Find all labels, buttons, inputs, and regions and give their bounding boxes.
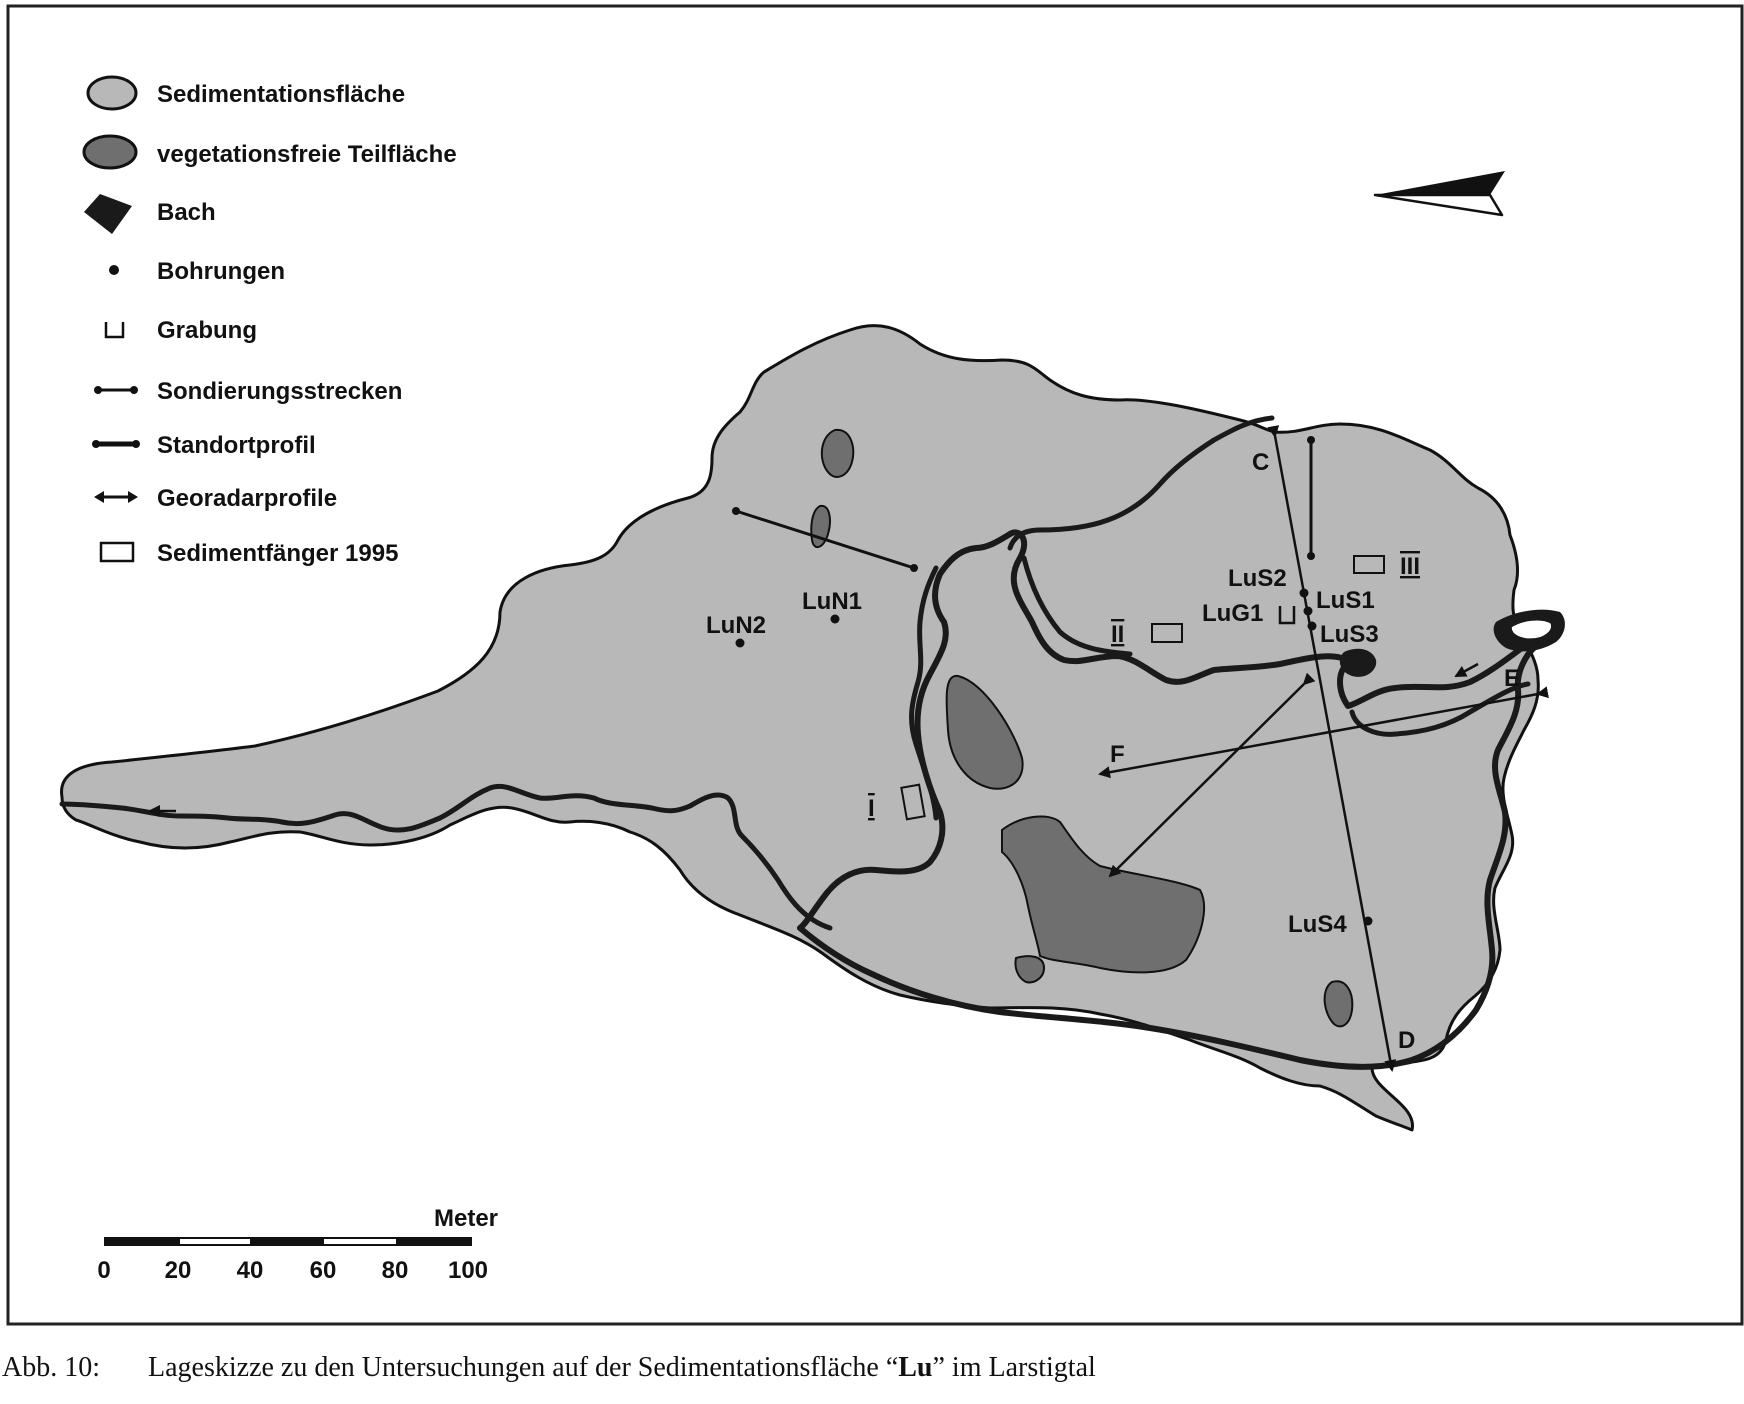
caption-text-before: Lageskizze zu den Untersuchungen auf der Sedimentationsfläche “ xyxy=(148,1352,899,1383)
legend-georadar-label: Georadarprofile xyxy=(157,485,338,512)
legend-sediment-trap-label: Sedimentfänger 1995 xyxy=(157,540,399,567)
legend-sedimentation-label: Sedimentationsfläche xyxy=(157,81,406,108)
scale-bar-unit: Meter xyxy=(434,1205,499,1232)
label-trap-II: II xyxy=(1111,621,1125,648)
drilling-point-LuS2 xyxy=(1300,589,1309,598)
legend-excavation-label: Grabung xyxy=(157,317,257,344)
legend-stream-label: Bach xyxy=(157,199,216,226)
legend-drilling-label: Bohrungen xyxy=(157,258,285,285)
figure-caption xyxy=(2,1352,1096,1383)
label-profile-C: C xyxy=(1252,449,1270,476)
label-profile-F: F xyxy=(1110,741,1125,768)
scale-tick-20: 20 xyxy=(164,1257,192,1284)
drilling-point-LuN1 xyxy=(831,615,840,624)
label-LuG1: LuG1 xyxy=(1202,600,1264,627)
scale-tick-0: 0 xyxy=(97,1257,111,1284)
stream-pool-island xyxy=(1510,619,1553,641)
scale-tick-80: 80 xyxy=(381,1257,409,1284)
legend-drilling-symbol xyxy=(109,265,119,275)
label-LuS1: LuS1 xyxy=(1316,587,1375,614)
label-profile-D: D xyxy=(1398,1027,1416,1054)
drilling-point-LuS3 xyxy=(1308,622,1317,631)
label-LuS2: LuS2 xyxy=(1228,565,1287,592)
label-trap-I: I xyxy=(868,795,875,822)
drilling-point-LuS1 xyxy=(1304,607,1313,616)
legend-vegetation-free-label: vegetationsfreie Teilfläche xyxy=(157,141,457,168)
label-LuN1: LuN1 xyxy=(802,588,862,615)
legend-site-profile-label: Standortprofil xyxy=(157,432,316,459)
scale-tick-100: 100 xyxy=(447,1257,489,1284)
scale-tick-40: 40 xyxy=(236,1257,264,1284)
label-LuS3: LuS3 xyxy=(1320,621,1379,648)
caption-text-after: ” im Larstigtal xyxy=(932,1352,1096,1383)
legend-sedimentation-symbol xyxy=(88,77,136,109)
legend-vegetation-free-symbol xyxy=(84,136,136,168)
caption-prefix: Abb. 10: xyxy=(2,1352,100,1383)
label-LuS4: LuS4 xyxy=(1288,911,1347,938)
caption-text-bold: Lu xyxy=(898,1352,933,1383)
scale-tick-60: 60 xyxy=(309,1257,337,1284)
legend-sounding-label: Sondierungsstrecken xyxy=(157,378,403,405)
drilling-point-LuN2 xyxy=(736,639,745,648)
label-profile-E: E xyxy=(1504,665,1521,692)
vegetation-free-patch xyxy=(822,430,853,477)
label-LuN2: LuN2 xyxy=(706,612,766,639)
caption-text xyxy=(148,1352,1096,1383)
drilling-point-LuS4 xyxy=(1364,917,1373,926)
label-trap-III: III xyxy=(1400,553,1421,580)
